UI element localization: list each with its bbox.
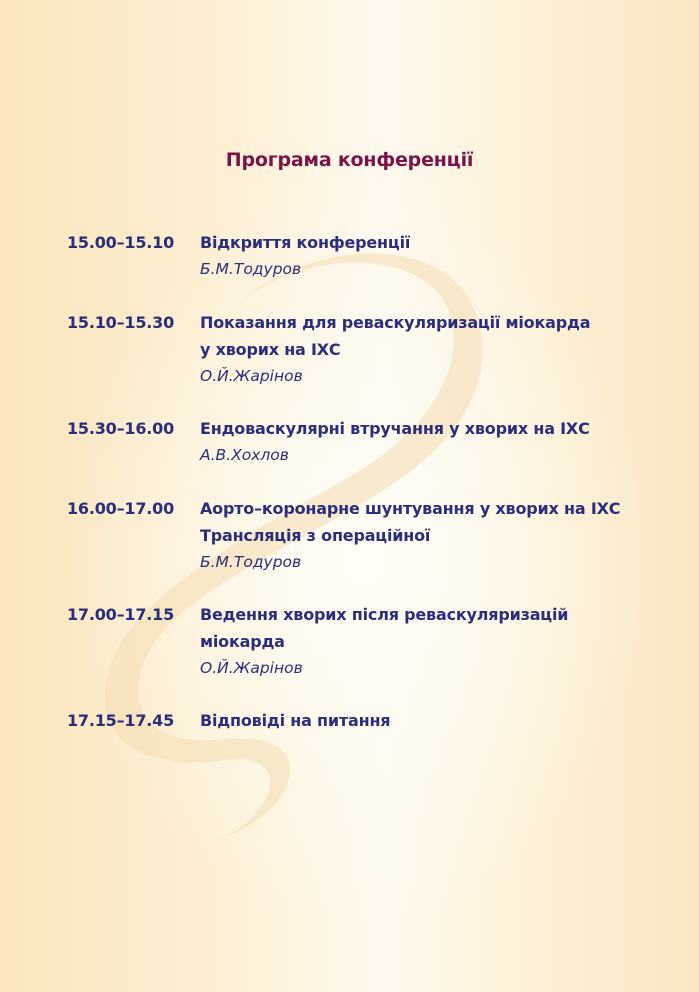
time-slot: 17.00–17.15 [67,605,175,624]
program-item [67,601,667,681]
program-item [67,309,667,389]
speaker-name: О.Й.Жарінов [200,367,303,385]
time-slot: 16.00–17.00 [67,499,175,518]
session-title: Відповіді на питання [200,711,391,730]
program-item [67,229,667,282]
speaker-name: Б.М.Тодуров [200,260,302,278]
time-slot: 15.10–15.30 [67,313,175,332]
speaker-name: Б.М.Тодуров [200,553,302,571]
speaker-name: О.Й.Жарінов [200,659,303,677]
page-title: Програма конференції [225,149,474,171]
program-item [67,415,667,468]
time-slot: 15.00–15.10 [67,233,175,252]
program-item [67,707,667,734]
speaker-name: А.В.Хохлов [200,446,289,464]
session-title: Відкриття конференції [200,233,411,252]
session-title: Ведення хворих після реваскуляризацій [200,605,569,624]
program-item [67,495,667,575]
time-slot: 17.15–17.45 [67,711,175,730]
session-title: Аорто–коронарне шунтування у хворих на ІХС [200,499,621,518]
session-title: Показання для реваскуляризації міокарда [200,313,591,332]
session-title-continued: Трансляція з операційної [200,526,431,545]
session-title-continued: у хворих на ІХС [200,340,341,359]
session-title-continued: міокарда [200,632,285,651]
time-slot: 15.30–16.00 [67,419,175,438]
session-title: Ендоваскулярні втручання у хворих на ІХС [200,419,590,438]
